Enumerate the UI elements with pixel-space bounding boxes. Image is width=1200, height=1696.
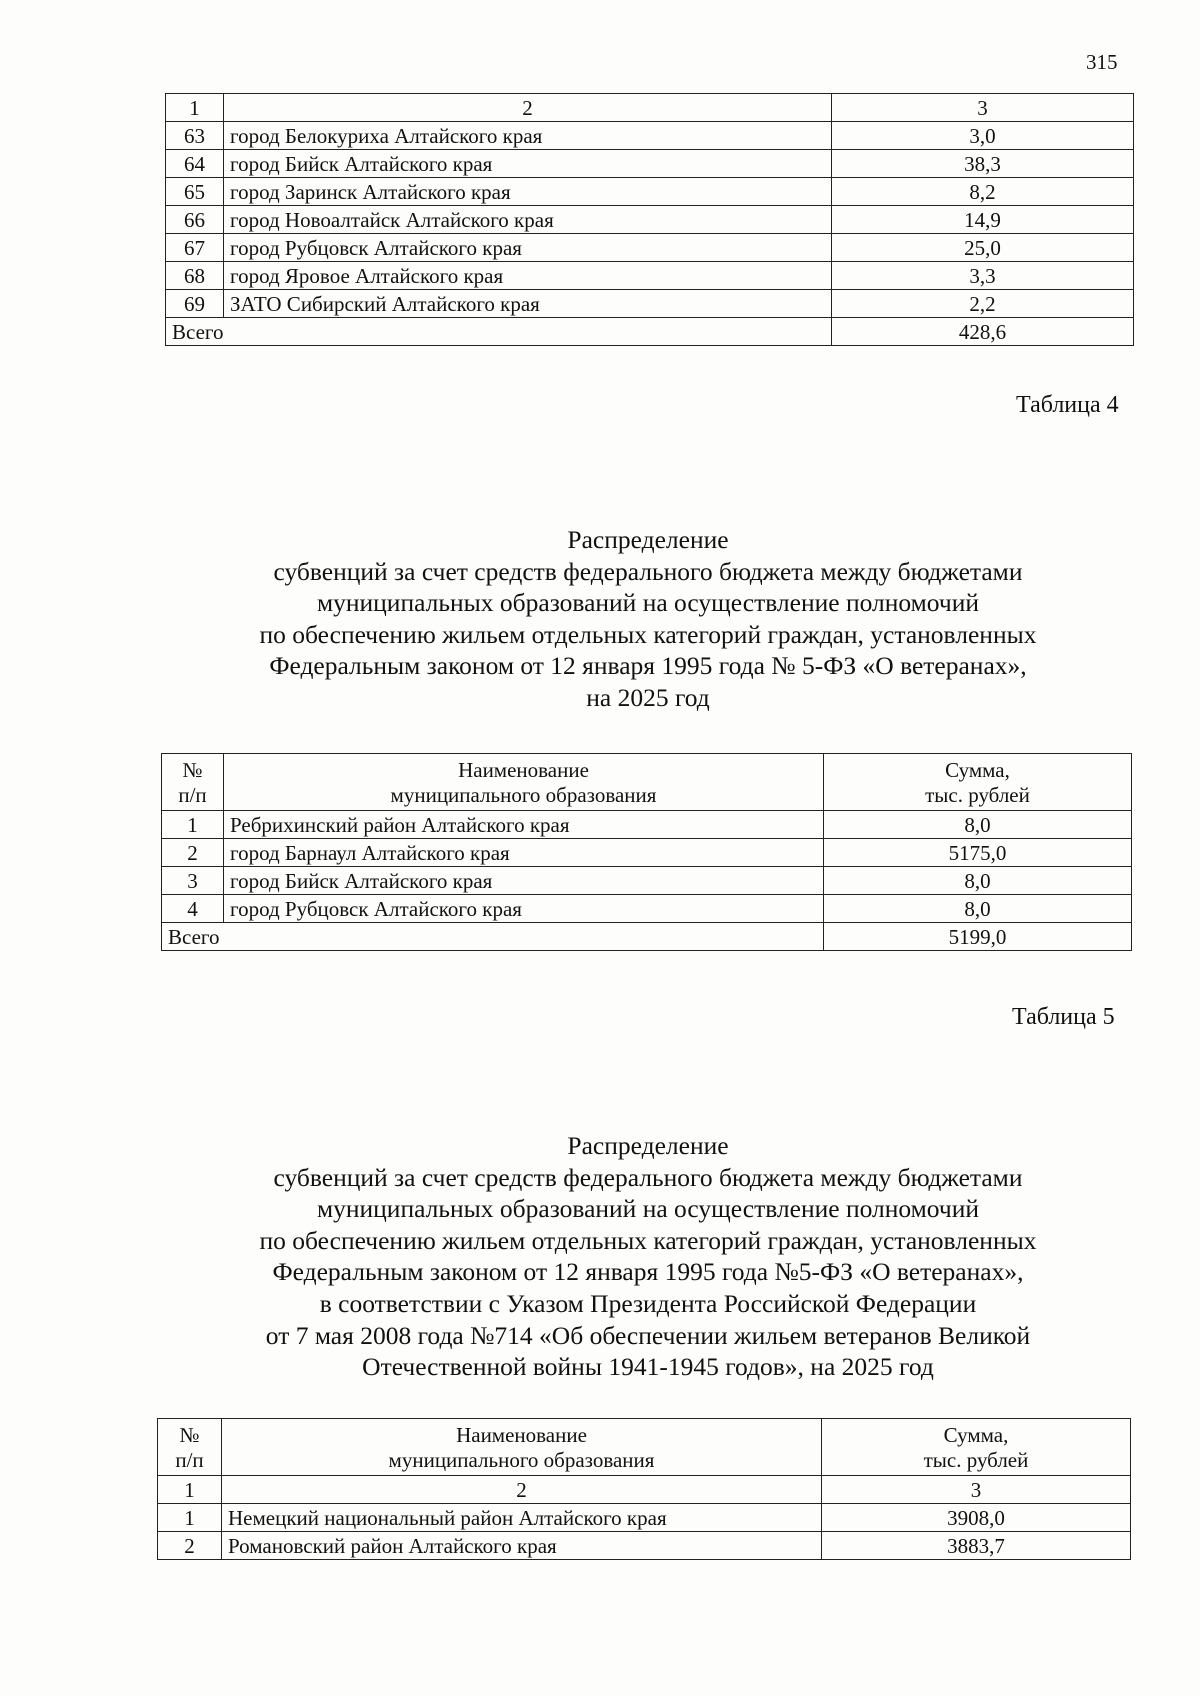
total-amount: 5199,0 <box>824 923 1132 951</box>
amount: 8,2 <box>832 178 1134 206</box>
header-name-line1: Наименование <box>456 1422 587 1447</box>
header-number-abbr: п/п <box>175 1447 204 1472</box>
municipality-name: город Бийск Алтайского края <box>224 867 824 895</box>
table-row <box>166 122 1134 150</box>
table-row <box>166 206 1134 234</box>
municipality-name: город Барнаул Алтайского края <box>224 839 824 867</box>
table-row <box>166 290 1134 318</box>
column-numbering-row <box>158 1476 1131 1504</box>
column-number-3: 3 <box>822 1476 1131 1504</box>
header-number-abbr: п/п <box>178 782 207 807</box>
header-name-line2: муниципального образования <box>388 1447 655 1472</box>
column-number-3: 3 <box>832 94 1134 122</box>
page-number: 315 <box>1086 50 1118 74</box>
heading-line: Распределение <box>567 1131 729 1160</box>
total-label: Всего <box>162 923 824 951</box>
amount: 8,0 <box>824 811 1132 839</box>
header-sum-line1: Сумма, <box>943 1422 1009 1447</box>
municipality-name: ЗАТО Сибирский Алтайского края <box>224 290 832 318</box>
table-row <box>166 178 1134 206</box>
row-number: 2 <box>158 1532 222 1560</box>
row-number: 2 <box>162 839 224 867</box>
row-number: 3 <box>162 867 224 895</box>
header-number-symbol: № <box>179 1422 200 1447</box>
header-number <box>162 754 224 811</box>
table-header-row <box>162 754 1132 811</box>
total-row <box>166 318 1134 346</box>
table-row <box>162 895 1132 923</box>
amount: 3883,7 <box>822 1532 1131 1560</box>
table-row <box>162 839 1132 867</box>
heading-line: Федеральным законом от 12 января 1995 года № 5-ФЗ «О ветеранах», <box>269 651 1027 681</box>
column-number-1: 1 <box>166 94 224 122</box>
row-number: 1 <box>158 1504 222 1532</box>
table-4-heading <box>160 524 1136 714</box>
municipality-name: город Рубцовск Алтайского края <box>224 895 824 923</box>
row-number: 65 <box>166 178 224 206</box>
header-name <box>222 1419 822 1476</box>
amount: 8,0 <box>824 867 1132 895</box>
header-name-line1: Наименование <box>458 757 589 782</box>
amount: 3908,0 <box>822 1504 1131 1532</box>
header-name <box>224 754 824 811</box>
table-5-label: Таблица 5 <box>1012 1004 1115 1030</box>
table-5 <box>157 1418 1131 1560</box>
column-number-2: 2 <box>222 1476 822 1504</box>
row-number: 63 <box>166 122 224 150</box>
municipality-name: Немецкий национальный район Алтайского края <box>222 1504 822 1532</box>
amount: 14,9 <box>832 206 1134 234</box>
header-sum <box>822 1419 1131 1476</box>
municipality-name: город Новоалтайск Алтайского края <box>224 206 832 234</box>
total-amount: 428,6 <box>832 318 1134 346</box>
table-4-label: Таблица 4 <box>1016 392 1119 418</box>
total-row <box>162 923 1132 951</box>
heading-line: Отечественной войны 1941-1945 годов», на 2025 год <box>362 1352 934 1382</box>
table-row <box>166 262 1134 290</box>
table-row <box>162 867 1132 895</box>
municipality-name: город Бийск Алтайского края <box>224 150 832 178</box>
row-number: 64 <box>166 150 224 178</box>
heading-line: субвенций за счет средств федерального бюджета между бюджетами <box>273 556 1023 586</box>
header-number <box>158 1419 222 1476</box>
heading-line: муниципальных образований на осуществление полномочий <box>316 1194 979 1224</box>
table-row <box>166 234 1134 262</box>
header-number-symbol: № <box>182 757 203 782</box>
table-row <box>166 150 1134 178</box>
heading-line: по обеспечению жильем отдельных категорий граждан, установленных <box>259 619 1037 649</box>
total-label: Всего <box>166 318 832 346</box>
municipality-name: город Рубцовск Алтайского края <box>224 234 832 262</box>
amount: 2,2 <box>832 290 1134 318</box>
municipality-name: город Заринск Алтайского края <box>224 178 832 206</box>
header-sum-line2: тыс. рублей <box>923 1447 1029 1472</box>
column-number-1: 1 <box>158 1476 222 1504</box>
row-number: 1 <box>162 811 224 839</box>
amount: 25,0 <box>832 234 1134 262</box>
heading-line: в соответствии с Указом Президента Российской Федерации <box>319 1288 977 1318</box>
table-header-row <box>158 1419 1131 1476</box>
header-name-line2: муниципального образования <box>390 782 657 807</box>
column-number-2: 2 <box>224 94 832 122</box>
municipality-name: Ребрихинский район Алтайского края <box>224 811 824 839</box>
row-number: 68 <box>166 262 224 290</box>
row-number: 4 <box>162 895 224 923</box>
heading-line: на 2025 год <box>586 682 710 712</box>
row-number: 66 <box>166 206 224 234</box>
amount: 3,0 <box>832 122 1134 150</box>
heading-line: по обеспечению жильем отдельных категорий граждан, установленных <box>259 1225 1037 1255</box>
header-sum-line2: тыс. рублей <box>925 782 1030 807</box>
table-header-row <box>166 94 1134 122</box>
table-5-heading <box>160 1130 1136 1383</box>
header-sum-line1: Сумма, <box>945 757 1010 782</box>
heading-line: субвенций за счет средств федерального бюджета между бюджетами <box>273 1162 1023 1192</box>
header-sum <box>824 754 1132 811</box>
row-number: 67 <box>166 234 224 262</box>
table-row <box>158 1504 1131 1532</box>
heading-line: от 7 мая 2008 года №714 «Об обеспечении жильем ветеранов Великой <box>265 1320 1031 1350</box>
row-number: 69 <box>166 290 224 318</box>
table-4 <box>161 753 1132 951</box>
table-3-continued <box>165 93 1134 346</box>
municipality-name: город Белокуриха Алтайского края <box>224 122 832 150</box>
municipality-name: город Яровое Алтайского края <box>224 262 832 290</box>
table-row <box>162 811 1132 839</box>
municipality-name: Романовский район Алтайского края <box>222 1532 822 1560</box>
heading-line: Распределение <box>567 525 729 554</box>
amount: 3,3 <box>832 262 1134 290</box>
heading-line: Федеральным законом от 12 января 1995 года №5-ФЗ «О ветеранах», <box>272 1257 1024 1287</box>
amount: 5175,0 <box>824 839 1132 867</box>
amount: 8,0 <box>824 895 1132 923</box>
amount: 38,3 <box>832 150 1134 178</box>
table-row <box>158 1532 1131 1560</box>
heading-line: муниципальных образований на осуществление полномочий <box>316 588 979 618</box>
